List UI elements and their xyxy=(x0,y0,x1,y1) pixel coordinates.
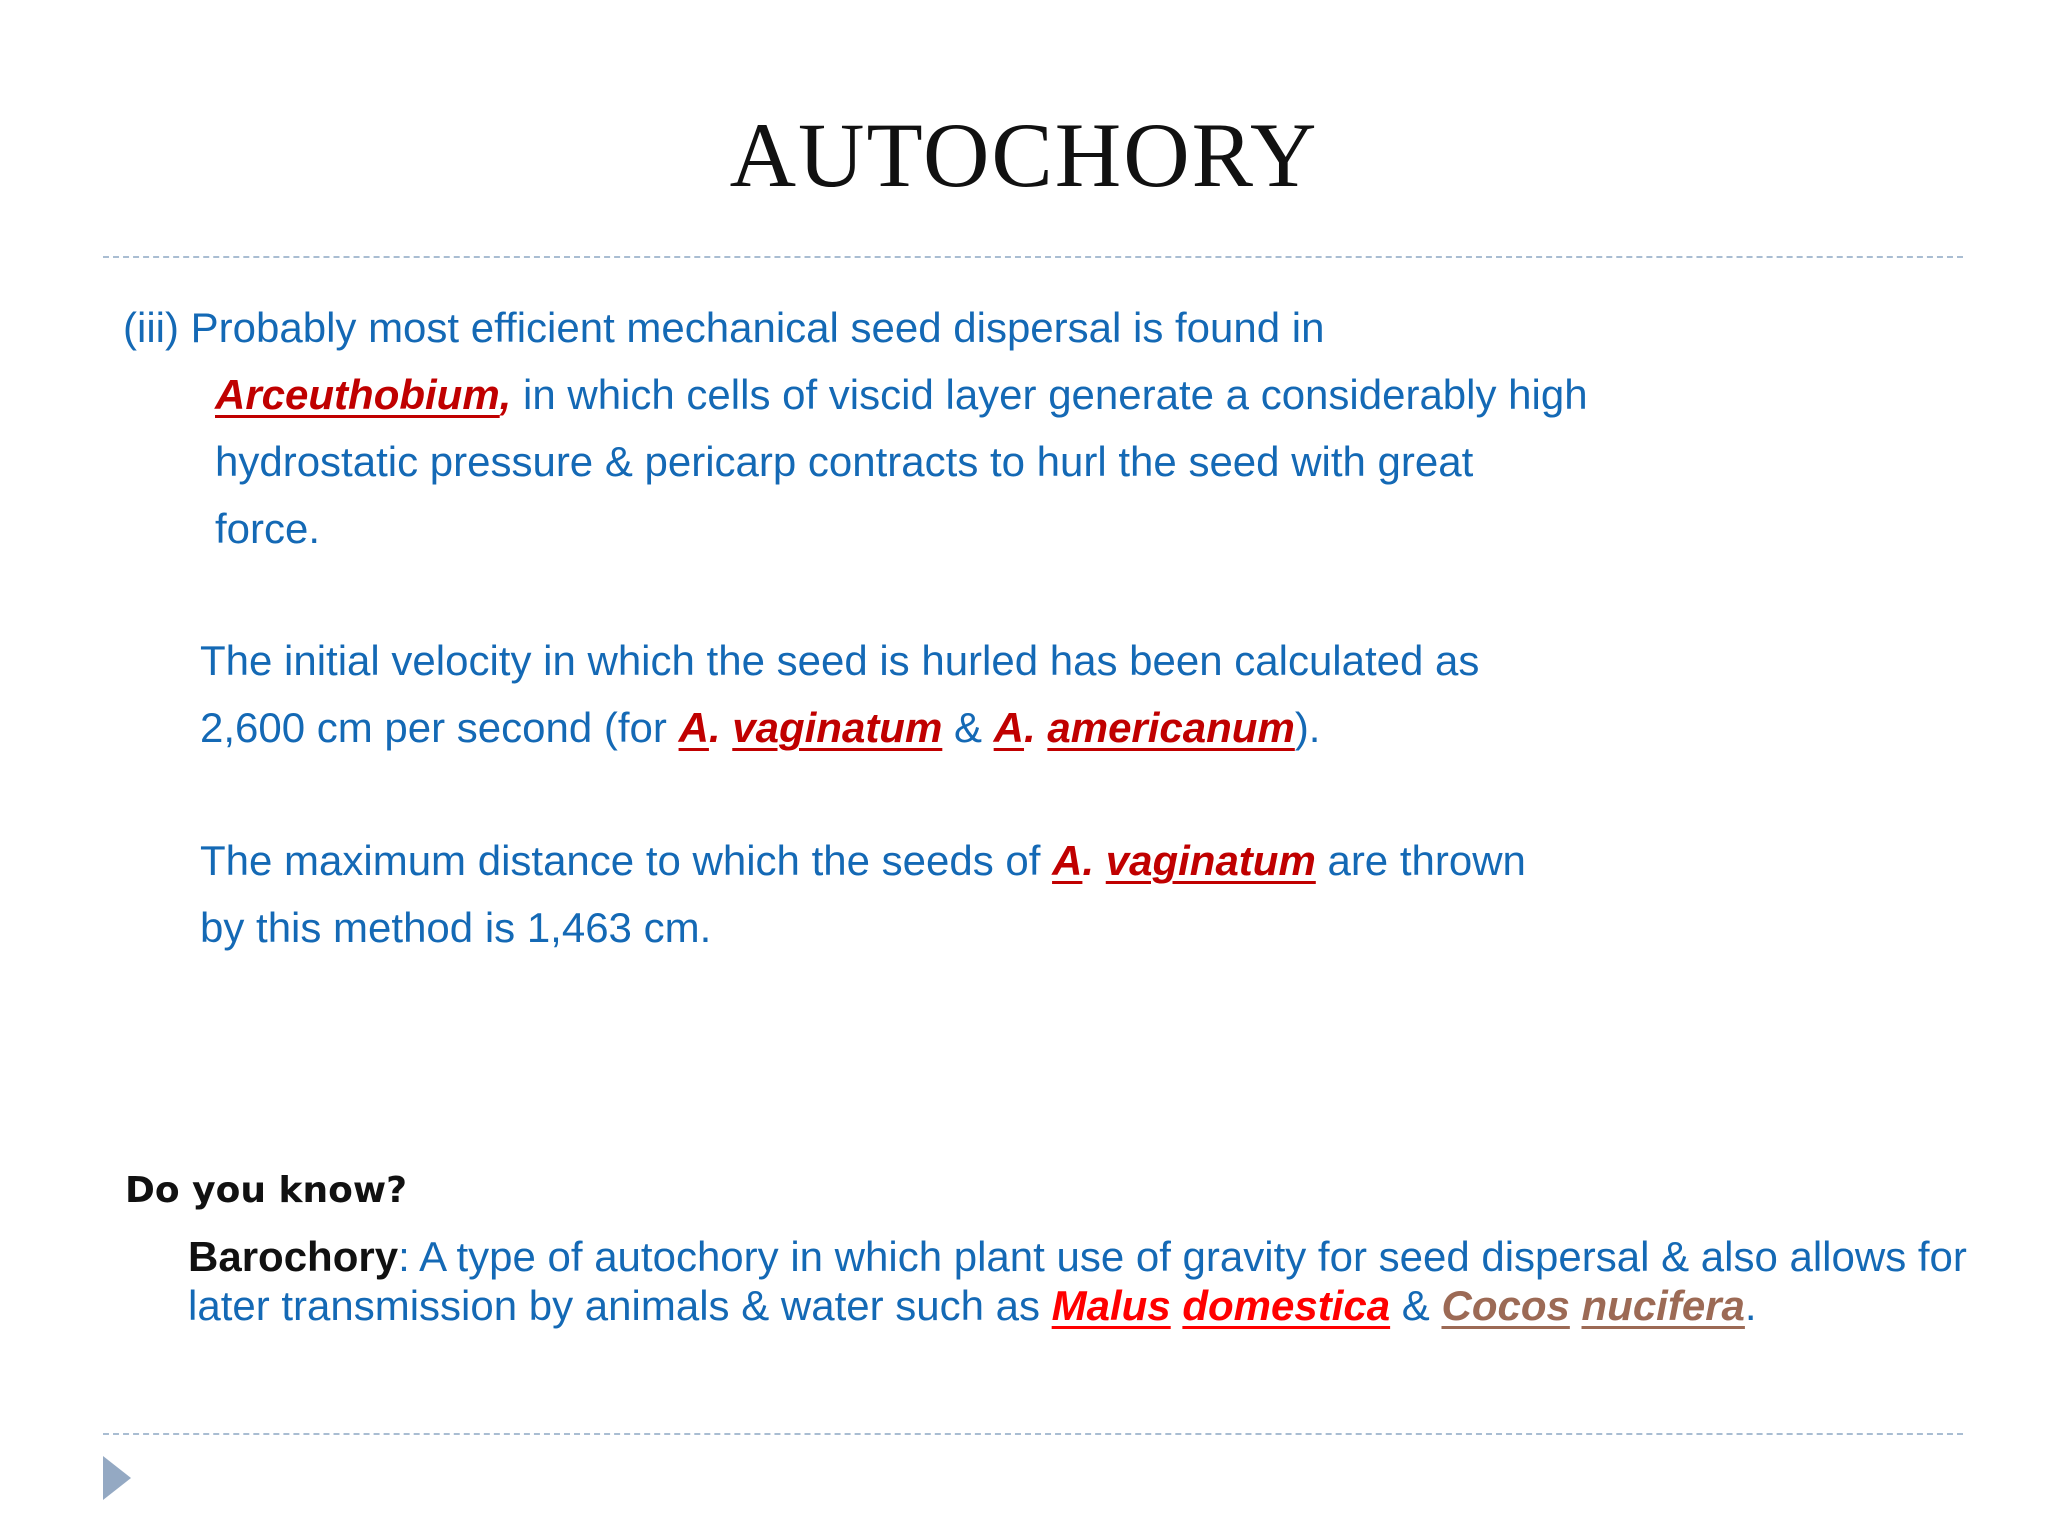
para1-line3: hydrostatic pressure & pericarp contracts to hurl the seed with great xyxy=(215,438,1474,485)
genus-dot-3: . xyxy=(1082,837,1095,884)
play-triangle-icon xyxy=(103,1456,131,1500)
para3-line2: by this method is 1,463 cm. xyxy=(200,904,712,951)
para2-amp: & xyxy=(942,704,994,751)
species-americanum: americanum xyxy=(1047,704,1295,751)
species-cocos: Cocos xyxy=(1441,1282,1570,1329)
slide-title: AUTOCHORY xyxy=(729,104,1319,206)
species-domestica: domestica xyxy=(1182,1282,1391,1329)
do-you-know-heading: Do you know? xyxy=(125,1170,407,1211)
paragraph-distance xyxy=(200,827,1880,961)
para3-prefix: The maximum distance to which the seeds of xyxy=(200,837,1053,884)
barochory-amp: & xyxy=(1390,1282,1442,1329)
barochory-text: : A type of autochory in which plant use of gravity for seed dispersal & also allows for later transmission by animals & water such as xyxy=(188,1233,1967,1329)
species-arceuthobium: Arceuthobium xyxy=(215,371,500,418)
para3-line1 xyxy=(200,827,1880,894)
genus-dot-1: . xyxy=(708,704,721,751)
top-divider xyxy=(103,256,1963,258)
species-vaginatum-2: vaginatum xyxy=(1105,837,1316,884)
para2-prefix: 2,600 cm per second (for xyxy=(200,704,679,751)
species-comma: , xyxy=(499,371,512,418)
genus-dot-2: . xyxy=(1024,704,1036,751)
para3-suffix: are thrown xyxy=(1315,837,1526,884)
species-nucifera: nucifera xyxy=(1581,1282,1745,1329)
paragraph-velocity xyxy=(200,627,1880,761)
genus-a-3: A xyxy=(1052,837,1083,884)
paragraph-arceuthobium xyxy=(123,294,1883,562)
para1-line2-text: in which cells of viscid layer generate a considerably high xyxy=(511,371,1588,418)
para2-suffix: ). xyxy=(1294,704,1321,751)
barochory-term: Barochory xyxy=(188,1233,399,1280)
para2-line1: The initial velocity in which the seed is hurled has been calculated as xyxy=(200,637,1480,684)
bottom-divider xyxy=(103,1433,1963,1435)
para1-line2 xyxy=(123,361,1883,428)
para1-line1: (iii) Probably most efficient mechanical seed dispersal is found in xyxy=(123,304,1325,351)
barochory-paragraph xyxy=(188,1232,1968,1330)
species-malus: Malus xyxy=(1051,1282,1171,1329)
genus-a-1: A xyxy=(678,704,709,751)
para2-line2 xyxy=(200,694,1880,761)
barochory-end: . xyxy=(1744,1282,1757,1329)
para1-line4: force. xyxy=(215,505,321,552)
genus-a-2: A xyxy=(993,704,1025,751)
species-vaginatum: vaginatum xyxy=(732,704,943,751)
